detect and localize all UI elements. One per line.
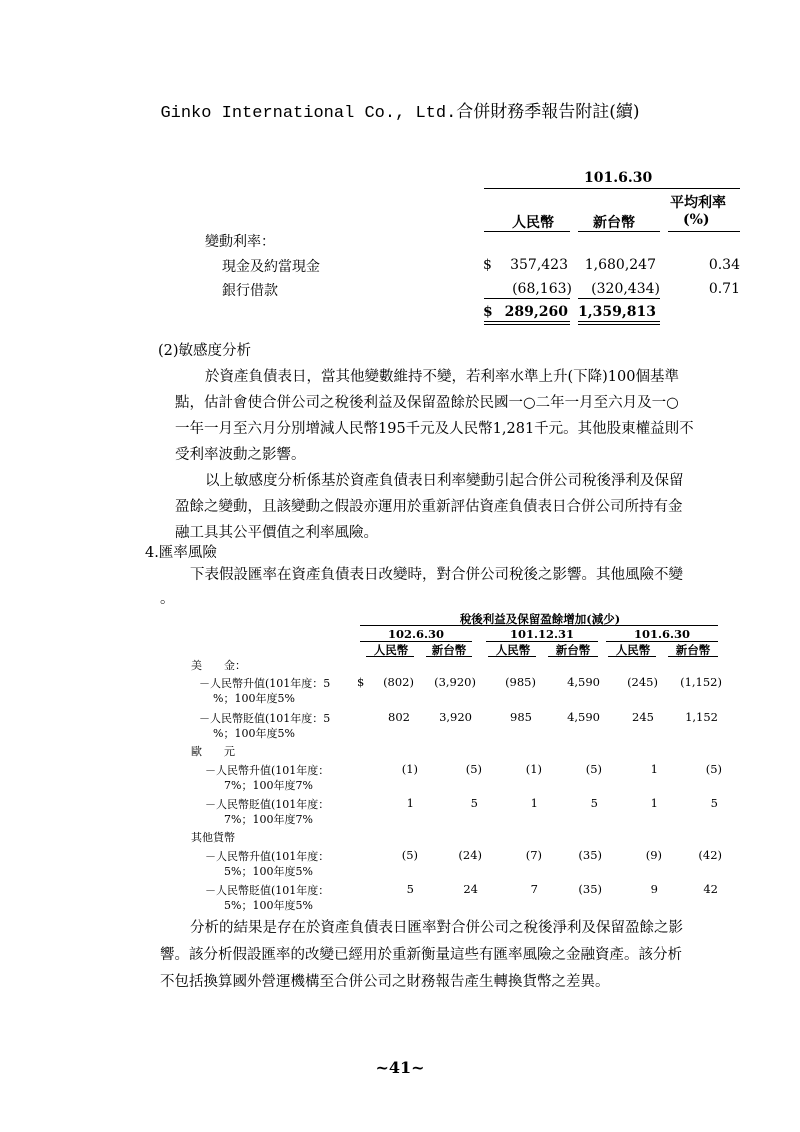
- paragraph-line: 不包括換算國外營運機構至合併公司之財務報告產生轉換貨幣之差異。: [160, 974, 610, 990]
- table2-cell: 1: [406, 796, 414, 810]
- table2-cell: 24: [463, 882, 478, 896]
- table1-cell-rmb: (68,163): [512, 281, 572, 297]
- table2-subcol-rule: [608, 656, 656, 657]
- table2-row-label: －人民幣貶值(101年度：: [205, 884, 330, 897]
- paragraph-line: 受利率波動之影響。: [175, 447, 306, 463]
- table2-cell: 1: [650, 796, 658, 810]
- table2-group-label: 歐 元: [191, 745, 235, 758]
- table2-period-header: 101.12.31: [509, 627, 575, 641]
- rule-rate-header: [668, 231, 740, 232]
- paragraph-line: 以上敏感度分析係基於資產負債表日利率變動引起合併公司稅後淨利及保留: [205, 473, 684, 489]
- table1-rate-header-2: (%): [683, 212, 710, 228]
- table1-ntd-header: 新台幣: [593, 215, 635, 231]
- table1-cell-rmb: 357,423: [510, 257, 568, 273]
- table2-title: 稅後利益及保留盈餘增加(減少): [459, 612, 621, 626]
- table1-total-rmb: 289,260: [504, 304, 568, 320]
- table2-group-label: 美 金：: [191, 659, 246, 672]
- table2-period-header: 102.6.30: [387, 627, 445, 641]
- table2-row-label: －人民幣貶值(101年度：: [205, 798, 330, 811]
- table2-cell: 5: [470, 796, 478, 810]
- fx-heading: 4.匯率風險: [145, 545, 217, 561]
- table2-cell: (5): [585, 762, 602, 776]
- table2-cell: (5): [401, 848, 418, 862]
- table2-cell: (245): [627, 675, 658, 689]
- table2-subcol-rule: [366, 656, 414, 657]
- table2-cell: 4,590: [567, 675, 600, 689]
- table2-cell: (985): [505, 675, 536, 689]
- table2-title-rule: [360, 625, 718, 626]
- table2-cell: 802: [388, 710, 410, 724]
- paragraph-line: 。: [160, 591, 175, 607]
- table1-cell-ntd: (320,434): [591, 281, 660, 297]
- table2-cell: (35): [578, 882, 602, 896]
- table1-cell-rate: 0.71: [708, 281, 740, 297]
- table1-row-label: 銀行借款: [222, 283, 278, 299]
- table2-group-label: 其他貨幣: [191, 831, 235, 844]
- table2-cell: (42): [698, 848, 722, 862]
- table2-row-label-cont: 7%；100年度7%: [224, 779, 313, 792]
- paragraph-line: 於資產負債表日，當其他變數維持不變，若利率水準上升(下降)100個基準: [205, 369, 679, 385]
- paragraph-line: 一年一月至六月分別增減人民幣195千元及人民幣1,281千元。其他股東權益則不: [175, 421, 694, 437]
- table2-subcol-rule: [548, 656, 598, 657]
- table2-cell: (35): [578, 848, 602, 862]
- table2-cell: 3,920: [439, 710, 472, 724]
- table1-rate-header-1: 平均利率: [670, 195, 726, 211]
- table2-row-label-cont: %；100年度5%: [213, 727, 295, 740]
- table2-subcol: 人民幣: [373, 643, 409, 657]
- table2-cell: 9: [650, 882, 658, 896]
- table2-subcol: 新台幣: [555, 643, 591, 657]
- table2-cell: (5): [465, 762, 482, 776]
- table2-cell: 5: [406, 882, 414, 896]
- page-number: ~41~: [375, 1058, 425, 1077]
- table2-cell: 985: [510, 710, 532, 724]
- paragraph-line: 盈餘之變動，且該變動之假設亦運用於重新評估資產負債表日合併公司所持有金: [175, 499, 683, 515]
- paragraph-line: 響。該分析假設匯率的改變已經用於重新衡量這些有匯率風險之金融資產。該分析: [160, 947, 682, 963]
- paragraph-line: 分析的結果是存在於資產負債表日匯率對合併公司之稅後淨利及保留盈餘之影: [190, 920, 683, 936]
- table1-row-label: 現金及約當現金: [222, 259, 320, 275]
- table1-period: 101.6.30: [584, 170, 653, 186]
- rule-total-ntd: [578, 321, 660, 325]
- rule-subtotal-ntd: [578, 298, 660, 299]
- rule-rmb-header: [484, 231, 570, 232]
- table1-rmb-header: 人民幣: [512, 215, 554, 231]
- table1-cell-rate: 0.34: [708, 257, 740, 273]
- table2-subcol-rule: [668, 656, 718, 657]
- table2-row-label: －人民幣升值(101年度：: [205, 764, 330, 777]
- table2-cell: (1): [401, 762, 418, 776]
- table2-cell: 1: [530, 796, 538, 810]
- currency-symbol: $: [357, 675, 365, 689]
- currency-symbol: $: [483, 257, 492, 273]
- table2-subcol: 新台幣: [675, 643, 711, 657]
- rule-ntd-header: [578, 231, 660, 232]
- currency-symbol: $: [483, 304, 493, 320]
- rule-total-rmb: [484, 321, 570, 325]
- report-title: 合併財務季報告附註(續): [456, 102, 640, 122]
- table2-cell: 5: [710, 796, 718, 810]
- page-title: [0, 97, 800, 123]
- table2-cell: (7): [525, 848, 542, 862]
- paragraph-line: 融工具其公平價值之利率風險。: [175, 525, 378, 541]
- table2-cell: (1,152): [680, 675, 722, 689]
- table2-cell: 42: [703, 882, 718, 896]
- table2-cell: 245: [632, 710, 654, 724]
- rule-subtotal-rmb: [484, 298, 570, 299]
- table2-cell: (1): [525, 762, 542, 776]
- table1-cell-ntd: 1,680,247: [584, 257, 656, 273]
- table2-subcol: 人民幣: [495, 643, 531, 657]
- table2-cell: 4,590: [567, 710, 600, 724]
- table2-row-label: －人民幣升值(101年度：: [205, 850, 330, 863]
- table2-row-label-cont: 5%；100年度5%: [224, 899, 313, 912]
- paragraph-line: 下表假設匯率在資產負債表日改變時，對合併公司稅後之影響。其他風險不變: [190, 567, 683, 583]
- table2-subcol: 人民幣: [615, 643, 651, 657]
- table2-row-label-cont: %；100年度5%: [213, 692, 295, 705]
- table2-cell: (24): [458, 848, 482, 862]
- table2-row-label: －人民幣貶值(101年度：5: [199, 712, 331, 725]
- table2-cell: (5): [705, 762, 722, 776]
- paragraph-line: 點，估計會使合併公司之稅後利益及保留盈餘於民國一○二年一月至六月及一○: [175, 395, 679, 411]
- table2-cell: 1: [650, 762, 658, 776]
- table2-row-label-cont: 5%；100年度5%: [224, 865, 313, 878]
- table2-cell: 1,152: [685, 710, 718, 724]
- table2-subcol-rule: [426, 656, 472, 657]
- table2-row-label-cont: 7%；100年度7%: [224, 813, 313, 826]
- table1-top-rule: [484, 188, 740, 189]
- table1-total-ntd: 1,359,813: [578, 304, 656, 320]
- section-label-variable-rate: 變動利率：: [205, 234, 275, 250]
- sensitivity-heading: (2)敏感度分析: [158, 343, 252, 359]
- table2-cell: (3,920): [434, 675, 476, 689]
- table2-subcol: 新台幣: [431, 643, 467, 657]
- table2-subcol-rule: [488, 656, 536, 657]
- company-name: Ginko International Co., Ltd.: [160, 104, 457, 123]
- table2-row-label: －人民幣升值(101年度：5: [199, 677, 331, 690]
- table2-cell: 7: [530, 882, 538, 896]
- table2-cell: (9): [645, 848, 662, 862]
- table2-cell: (802): [383, 675, 414, 689]
- table2-period-header: 101.6.30: [633, 627, 691, 641]
- table2-cell: 5: [590, 796, 598, 810]
